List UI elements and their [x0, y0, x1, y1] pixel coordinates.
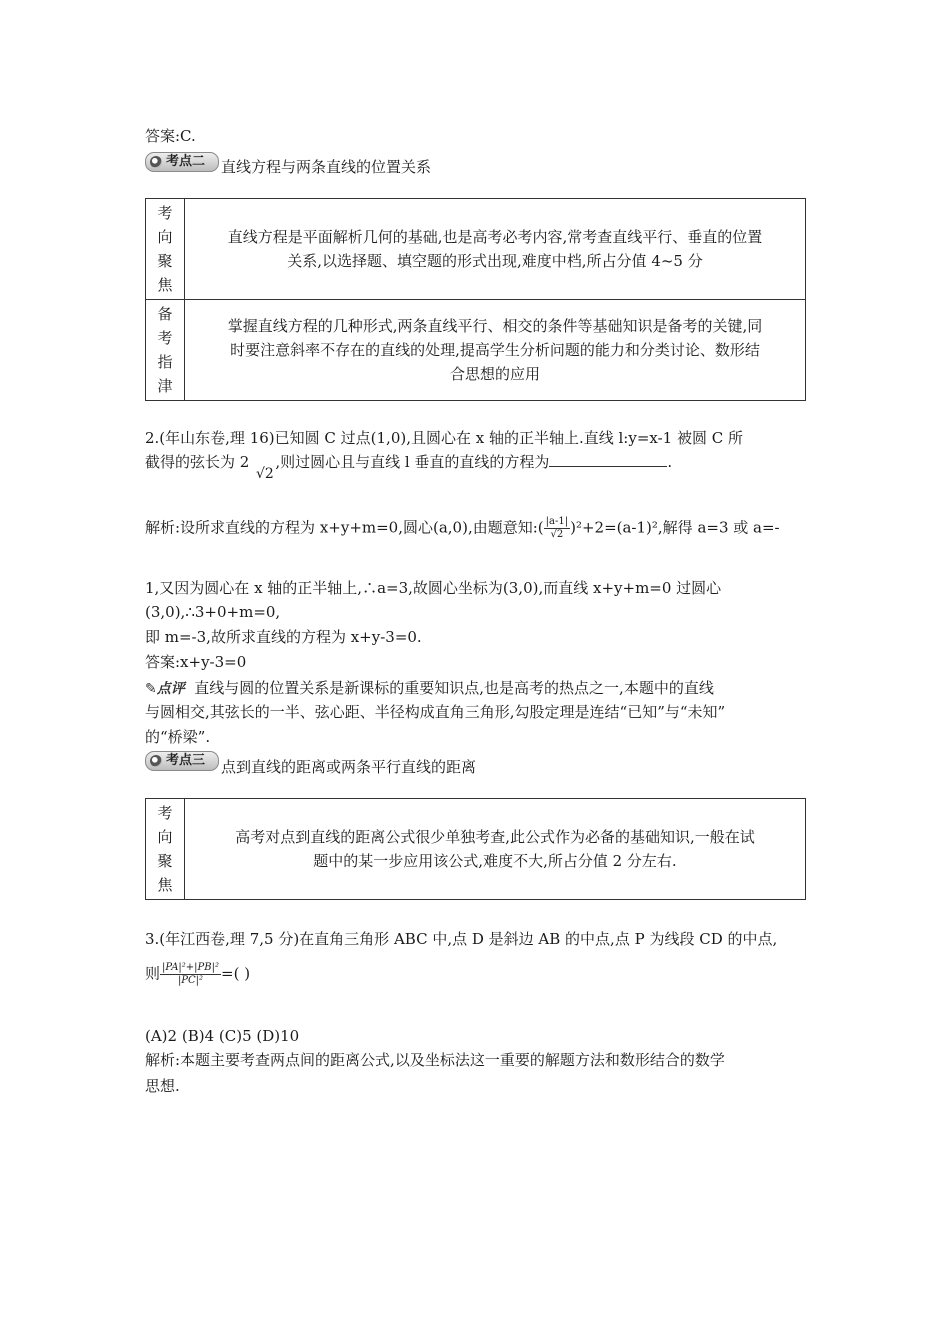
section-title-3: 点到直线的距离或两条平行直线的距离	[221, 758, 477, 776]
q3-line1: 3.(年江西卷,理 7,5 分)在直角三角形 ABC 中,点 D 是斜边 AB 的中点,点 P 为线段 CD 的中点,	[145, 930, 778, 948]
row-content: 掌握直线方程的几种形式,两条直线平行、相交的条件等基础知识是备考的关键,同 时要注意斜率不存在的直线的处理,提高学生分析问题的能力和分类讨论、数形结 合思想的应用	[185, 300, 806, 401]
section-header-2	[145, 152, 219, 172]
row-side-label: 备 考 指 津	[146, 300, 185, 401]
review-line3: 的“桥梁”.	[145, 728, 211, 746]
section-title-2: 直线方程与两条直线的位置关系	[221, 158, 432, 176]
review-line2: 与圆相交,其弦长的一半、弦心距、半径构成直角三角形,勾股定理是连结“已知”与“未知”	[145, 703, 726, 721]
fraction: $\frac{\text{|PA|²+|PB|²}}{\text{|PC|²}}$	[162, 962, 219, 986]
section-badge-2: 考点二	[145, 152, 219, 172]
q2-solution-line4: 即 m=-3,故所求直线的方程为 x+y-3=0.	[145, 628, 422, 646]
answer-line: 答案:C.	[145, 127, 196, 145]
q3-solution-line2: 思想.	[145, 1077, 180, 1095]
q3-line2: 则 $\frac{\text{|PA|²+|PB|²}}{\text{|PC|²}}$ =( )	[145, 962, 251, 986]
q3-options: (A)2 (B)4 (C)5 (D)10	[145, 1027, 300, 1045]
section-table-3	[145, 798, 806, 900]
section-table-2	[145, 198, 806, 401]
row-side-label: 考 向 聚 焦	[146, 199, 185, 300]
table-row	[146, 199, 806, 300]
review-line1: ✎点评 直线与圆的位置关系是新课标的重要知识点,也是高考的热点之一,本题中的直线	[145, 679, 714, 697]
section-badge-3: 考点三	[145, 751, 219, 771]
answer-blank	[549, 452, 667, 467]
table-row	[146, 799, 806, 900]
section-header-3	[145, 751, 219, 771]
fraction: $\frac{|a-1|}{√2}$	[545, 516, 569, 540]
q2-solution-line1: 解析:设所求直线的方程为 x+y+m=0,圆心(a,0),由题意知:( $\frac{|a-1|}{√2}$ )²+2=(a-1)²,解得 a=3 或 a=-	[145, 516, 780, 540]
q3-solution-line1: 解析:本题主要考查两点间的距离公式,以及坐标法这一重要的解题方法和数形结合的数学	[145, 1051, 725, 1069]
q2-answer: 答案:x+y-3=0	[145, 653, 247, 671]
q2-line2: 截得的弦长为 2 ,则过圆心且与直线 l 垂直的直线的方程为 .	[145, 453, 673, 471]
table-row	[146, 300, 806, 401]
q2-solution-line2: 1,又因为圆心在 x 轴的正半轴上,∴a=3,故圆心坐标为(3,0),而直线 x+y+m=0 过圆心	[145, 579, 722, 597]
q2-line1: 2.(年山东卷,理 16)已知圆 C 过点(1,0),且圆心在 x 轴的正半轴上.直线 l:y=x-1 被圆 C 所	[145, 429, 743, 447]
sqrt-two: √2	[256, 466, 274, 482]
row-content: 直线方程是平面解析几何的基础,也是高考必考内容,常考查直线平行、垂直的位置 关系,以选择题、填空题的形式出现,难度中档,所占分值 4~5 分	[185, 199, 806, 300]
review-icon: ✎点评	[145, 681, 185, 697]
q2-solution-line3: (3,0),∴3+0+m=0,	[145, 603, 281, 621]
bullet-icon	[150, 156, 162, 168]
bullet-icon	[150, 755, 162, 767]
row-side-label: 考 向 聚 焦	[146, 799, 185, 900]
row-content: 高考对点到直线的距离公式很少单独考查,此公式作为必备的基础知识,一般在试 题中的某一步应用该公式,难度不大,所占分值 2 分左右.	[185, 799, 806, 900]
